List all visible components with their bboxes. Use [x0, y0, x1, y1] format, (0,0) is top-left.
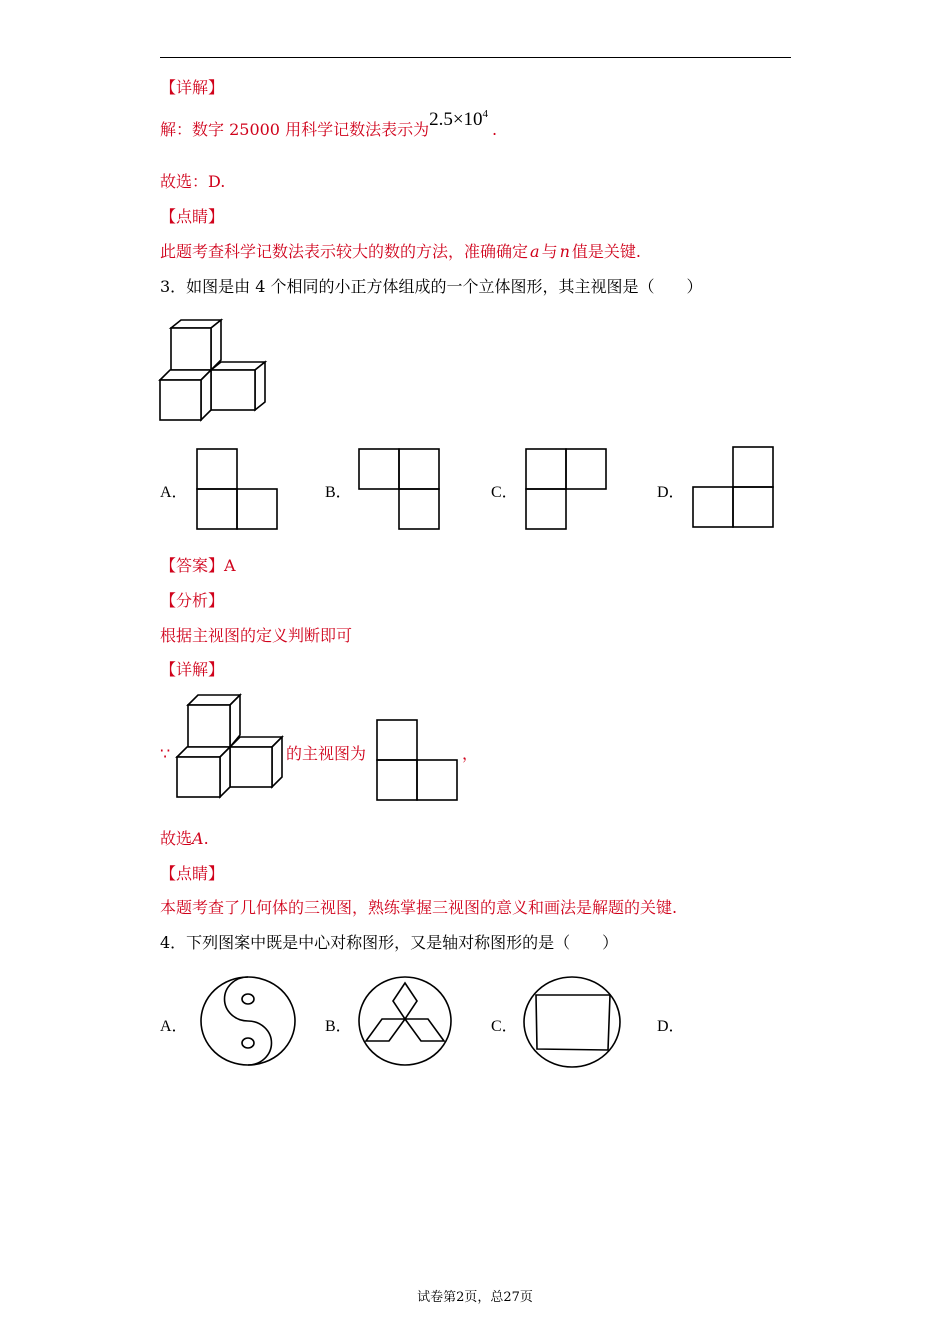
q2-solution-text: 解：数字 25000 用科学记数法表示为: [160, 120, 430, 139]
detail-heading-q2: 【详解】: [160, 78, 225, 97]
sci-notation: [429, 109, 488, 130]
sci-base: 2.5×10: [429, 109, 483, 130]
q4-question: 4．下列图案中既是中心对称图形，又是轴对称图形的是（ ）: [160, 933, 619, 952]
q2-comment-post: 值是关键.: [571, 242, 641, 261]
header-rule: [160, 57, 791, 58]
q2-answer-line: 故选：D.: [160, 172, 226, 191]
q3-option-a-label: A．: [160, 484, 188, 501]
q3-choose-line: [160, 829, 209, 849]
q3-option-b-figure: [358, 448, 440, 530]
q3-detail-mid: 的主视图为: [286, 744, 367, 763]
var-a: a: [530, 242, 540, 261]
q3-option-c-label: C．: [491, 484, 518, 501]
sci-exponent: 4: [482, 108, 489, 120]
yin-yang-figure: [199, 975, 297, 1067]
analysis-heading-q3: 【分析】: [160, 591, 225, 610]
q4-option-a-label: A．: [160, 1018, 188, 1035]
detail-heading-q3: 【详解】: [160, 660, 225, 679]
circle-rectangle-figure: [522, 975, 622, 1069]
comment-heading-q3: 【点睛】: [160, 864, 225, 883]
var-n: n: [559, 242, 570, 261]
page-footer: 试卷第2页，总27页: [417, 1290, 533, 1305]
choose-prefix: 故选: [160, 829, 193, 848]
q3-detail-end: ，: [462, 744, 479, 763]
q3-question: 3．如图是由 4 个相同的小正方体组成的一个立体图形，其主视图是（ ）: [160, 277, 703, 296]
q4-option-b-label: B．: [325, 1018, 352, 1035]
q3-option-c-figure: [525, 448, 607, 530]
q3-option-a-figure: [196, 448, 278, 530]
q3-answer: 【答案】A: [160, 556, 236, 575]
sci-period: .: [492, 120, 498, 139]
q3-option-d-figure: [692, 446, 774, 528]
q3-option-b-label: B．: [325, 484, 352, 501]
and-word: 与: [541, 242, 558, 261]
q3-solid-figure: [155, 318, 270, 426]
q2-comment-pre: 此题考查科学记数法表示较大的数的方法，准确确定: [160, 242, 529, 261]
q3-option-d-label: D．: [657, 484, 685, 501]
choose-letter: A: [192, 829, 204, 848]
q3-detail-front-view: [376, 719, 458, 801]
q3-analysis-text: 根据主视图的定义判断即可: [160, 626, 353, 645]
choose-period: .: [203, 829, 209, 848]
because-symbol: ∵: [160, 744, 171, 763]
q4-option-d-label: D．: [657, 1018, 685, 1035]
q3-detail-solid-figure: [174, 693, 286, 801]
three-diamond-logo-figure: [357, 975, 453, 1067]
comment-heading-q2: 【点睛】: [160, 207, 225, 226]
q2-comment: [160, 242, 641, 262]
q4-option-c-label: C．: [491, 1018, 518, 1035]
q3-comment-text: 本题考查了几何体的三视图，熟练掌握三视图的意义和画法是解题的关键.: [160, 898, 678, 917]
